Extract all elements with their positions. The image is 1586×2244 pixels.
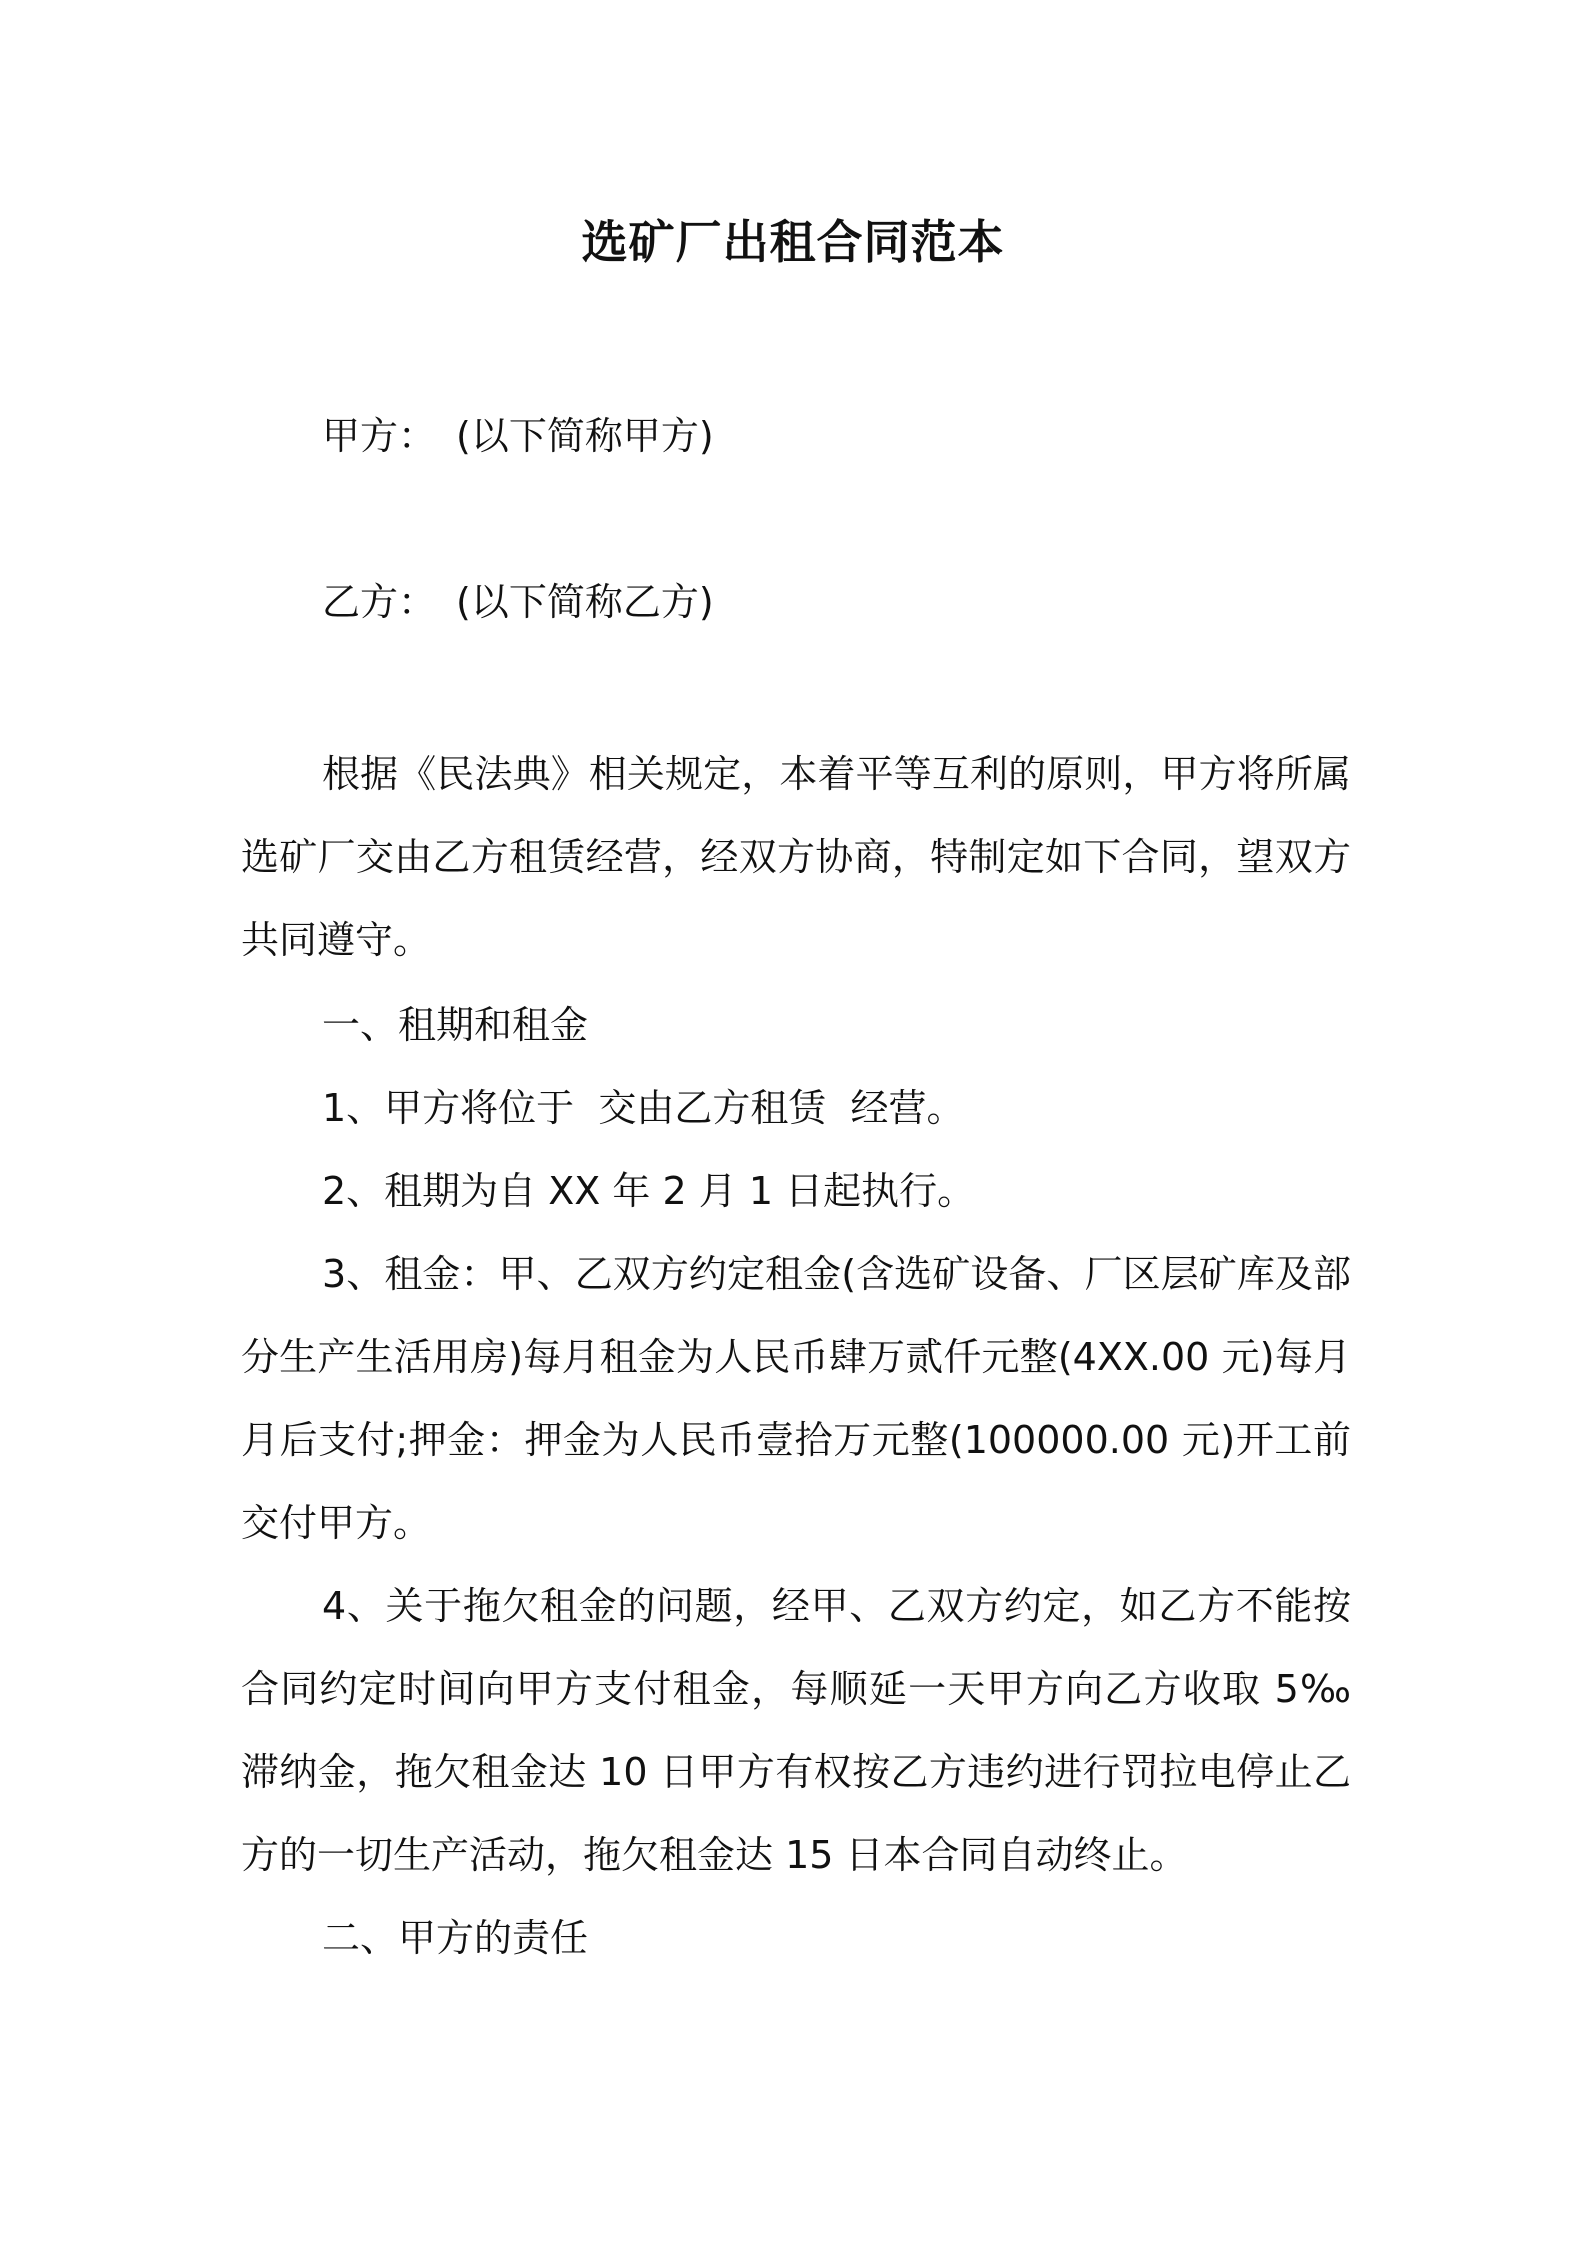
clause-4: 4、关于拖欠租金的问题，经甲、乙双方约定，如乙方不能按合同约定时间向甲方支付租金，每顺延一天甲方向乙方收取 5‰滞纳金，拖欠租金达 10 日甲方有权按乙方违约进行罚拉电停止乙方的一切生产活动，拖欠租金达 15 日本合同自动终止。	[241, 1584, 1351, 1877]
party-a-note: (以下简称甲方)	[456, 414, 714, 458]
clause-2: 2、租期为自 XX 年 2 月 1 日起执行。	[322, 1169, 976, 1213]
preamble-paragraph: 根据《民法典》相关规定，本着平等互利的原则，甲方将所属选矿厂交由乙方租赁经营，经双方协商，特制定如下合同，望双方共同遵守。	[241, 752, 1351, 962]
party-b-label: 乙方：	[322, 580, 437, 624]
party-b-line	[322, 578, 714, 626]
document-title: 选矿厂出租合同范本	[581, 215, 1005, 269]
party-a-label: 甲方：	[322, 414, 437, 458]
clause-1: 1、甲方将位于 交由乙方租赁 经营。	[322, 1086, 965, 1130]
party-b-note: (以下简称乙方)	[456, 580, 714, 624]
section-2-heading: 二、甲方的责任	[322, 1916, 589, 1960]
section-1-heading: 一、租期和租金	[322, 1003, 589, 1047]
clause-3: 3、租金：甲、乙双方约定租金(含选矿设备、厂区层矿库及部分生产生活用房)每月租金为人民币肆万贰仟元整(4XX.00 元)每月月后支付;押金：押金为人民币壹拾万元整(100000.00 元)开工前交付甲方。	[241, 1252, 1351, 1545]
party-a-line	[322, 412, 714, 460]
